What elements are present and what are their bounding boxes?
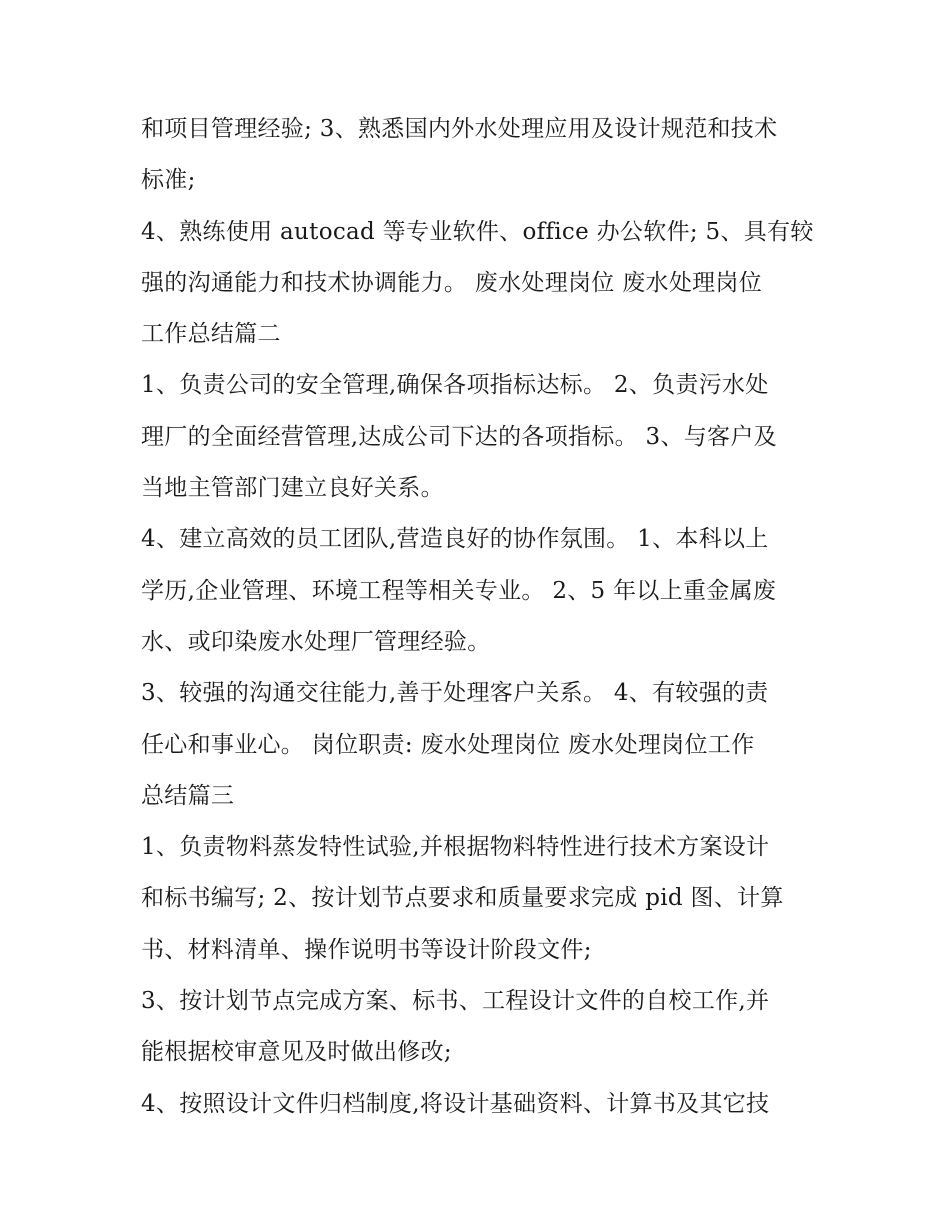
text-line: 4、建立高效的员工团队,营造良好的协作氛围。 1、本科以上 xyxy=(141,526,769,553)
text-line: 能根据校审意见及时做出修改; xyxy=(141,1039,452,1066)
section-heading-line: 总结篇三 xyxy=(141,782,235,809)
text-line: 1、负责物料蒸发特性试验,并根据物料特性进行技术方案设计 xyxy=(141,834,770,861)
text-line: 书、材料清单、操作说明书等设计阶段文件; xyxy=(141,936,592,963)
document-body xyxy=(141,104,821,1130)
text-line: 3、较强的沟通交往能力,善于处理客户关系。 4、有较强的责 xyxy=(141,680,769,707)
text-line: 1、负责公司的安全管理,确保各项指标达标。 2、负责污水处 xyxy=(141,372,769,399)
text-line: 学历,企业管理、环境工程等相关专业。 2、5 年以上重金属废 xyxy=(141,577,777,604)
text-line: 和标书编写; 2、按计划节点要求和质量要求完成 pid 图、计算 xyxy=(141,885,784,912)
text-line: 标准; xyxy=(141,167,196,194)
text-line: 强的沟通能力和技术协调能力。 废水处理岗位 废水处理岗位 xyxy=(141,269,763,296)
text-line: 当地主管部门建立良好关系。 xyxy=(141,475,444,502)
text-line: 水、或印染废水处理厂管理经验。 xyxy=(141,628,491,655)
text-line: 3、按计划节点完成方案、标书、工程设计文件的自校工作,并 xyxy=(141,988,770,1015)
text-line: 理厂的全面经营管理,达成公司下达的各项指标。 3、与客户及 xyxy=(141,423,777,450)
text-line: 和项目管理经验; 3、熟悉国内外水处理应用及设计规范和技术 xyxy=(141,116,778,142)
section-heading-line: 工作总结篇二 xyxy=(141,321,281,348)
text-line: 4、按照设计文件归档制度,将设计基础资料、计算书及其它技 xyxy=(141,1090,770,1117)
text-line: 4、熟练使用 autocad 等专业软件、office 办公软件; 5、具有较 xyxy=(141,218,814,245)
text-line: 任心和事业心。 岗位职责: 废水处理岗位 废水处理岗位工作 xyxy=(141,731,755,758)
